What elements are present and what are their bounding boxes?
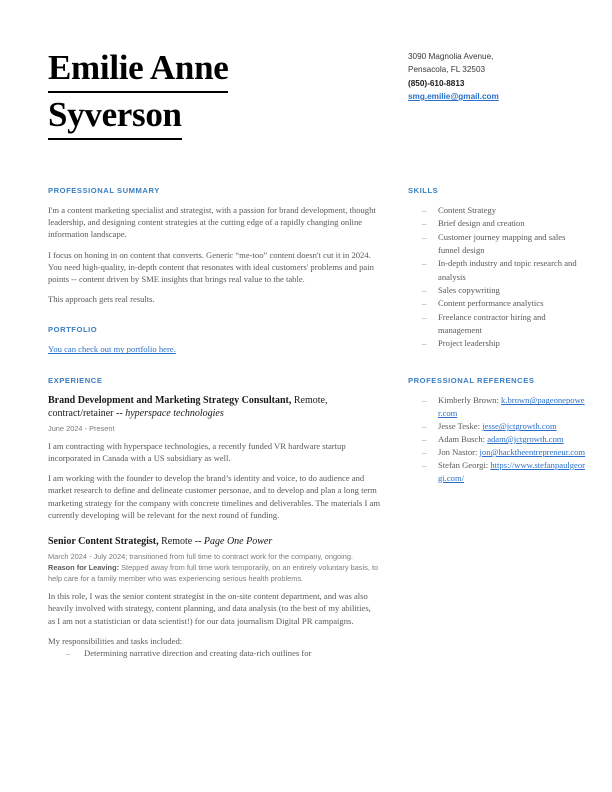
list-item — [408, 446, 588, 459]
experience-entry — [48, 394, 380, 521]
summary-paragraph: I focus on honing in on content that converts. Generic “me-too” content doesn't cut it in 2024. You need high-quality, in-depth content that resonates with ideal customers' problems and pain points -- content driven by SME insights that brings real value to the table. — [48, 249, 374, 285]
job-title-location: Remote -- — [158, 535, 204, 547]
dash-bullet-icon: – — [422, 205, 427, 215]
job-title — [48, 535, 380, 548]
list-item-label: Project leadership — [438, 338, 500, 349]
candidate-name-line-2: Syverson — [48, 93, 182, 140]
list-item — [408, 231, 588, 258]
dash-bullet-icon: – — [422, 231, 427, 242]
reason-for-leaving-text: Stepped away from full time work temporarily, on an entirely voluntary basis, to help care for a family member who was experiencing serious health problems. — [48, 563, 379, 584]
reference-contact-link[interactable]: https://www.stefanpaulgeorgi.com/ — [438, 459, 586, 483]
section-professional-references — [408, 376, 588, 484]
job-dates: June 2024 - Present — [48, 423, 115, 433]
job-title-company: Page One Power — [203, 535, 273, 547]
reference-name: Stefan Georgi: — [438, 459, 489, 470]
job-paragraph: I am contracting with hyperspace technologies, a recently funded VR hardware startup incorporated in Canada with a US subsidiary as well. — [48, 440, 346, 463]
list-item — [408, 257, 588, 284]
dash-bullet-icon: – — [422, 298, 427, 309]
list-item — [408, 217, 588, 230]
section-heading-experience: EXPERIENCE — [48, 375, 103, 385]
dash-bullet-icon: – — [422, 284, 427, 295]
job-title-role: Senior Content Strategist, — [48, 535, 159, 547]
reference-contact-link[interactable]: adam@jctgrowth.com — [487, 434, 564, 445]
section-heading-professional-references: PROFESSIONAL REFERENCES — [408, 376, 535, 386]
dash-bullet-icon: – — [422, 395, 427, 406]
list-item-label: Brief design and creation — [438, 218, 525, 229]
section-skills — [408, 186, 588, 350]
reference-name: Kimberly Brown: — [438, 395, 499, 406]
list-item — [408, 420, 588, 433]
list-item — [408, 433, 588, 446]
section-heading-skills: SKILLS — [408, 186, 439, 195]
candidate-name-line-1: Emilie Anne — [48, 46, 228, 93]
job-paragraph: My responsibilities and tasks included: — [48, 635, 183, 646]
section-professional-summary — [48, 186, 380, 305]
skills-list — [408, 204, 588, 350]
summary-paragraph: I'm a content marketing specialist and strategist, with a passion for brand development, thought leadership, and designing content strategies at the cutting edge of a rapidly changing online information landscape. — [48, 205, 376, 240]
contact-address-line-2: Pensacola, FL 32503 — [408, 65, 486, 75]
dash-bullet-icon: – — [422, 338, 427, 349]
section-heading-professional-summary: PROFESSIONAL SUMMARY — [48, 186, 160, 195]
dash-bullet-icon: – — [422, 218, 427, 229]
section-portfolio — [48, 325, 380, 355]
list-item — [408, 297, 588, 310]
left-column — [48, 186, 380, 660]
job-title-role: Brand Development and Marketing Strategy Consultant, — [48, 394, 292, 406]
portfolio-link[interactable]: You can check out my portfolio here. — [48, 344, 176, 355]
list-item-label: Sales copywriting — [438, 284, 500, 295]
job-paragraph: In this role, I was the senior content strategist in the on-site content department, and was also heavily involved with strategy, content planning, and data analysis (to the best of my abilities, as I am not a statistician or data scientist!) for our data journalism Digital PR campaigns. — [48, 591, 371, 626]
reason-for-leaving-label: Reason for Leaving: — [48, 563, 120, 573]
job-title-location: Remote, contract/retainer -- — [48, 394, 328, 419]
job-dates — [48, 551, 380, 584]
job-title — [48, 394, 380, 420]
job-responsibility-list — [48, 647, 380, 660]
list-item — [408, 394, 588, 420]
list-item-label: Content performance analytics — [438, 298, 544, 309]
contact-address-line-1: 3090 Magnolia Avenue, — [408, 52, 494, 61]
contact-email-link[interactable]: smg.emilie@gmail.com — [408, 91, 499, 101]
section-heading-portfolio: PORTFOLIO — [48, 325, 98, 335]
reference-name: Jon Nastor: — [438, 447, 478, 457]
summary-paragraph: This approach gets real results. — [48, 294, 155, 305]
list-item — [408, 459, 588, 485]
candidate-name — [48, 46, 378, 140]
list-item-label: Customer journey mapping and sales funnel design — [438, 231, 566, 255]
list-item — [48, 647, 380, 660]
right-column — [408, 186, 588, 485]
section-experience — [48, 376, 380, 661]
portfolio-paragraph — [48, 343, 380, 355]
list-item-label: Determining narrative direction and creating data-rich outlines for — [84, 648, 312, 659]
reference-contact-link[interactable]: jon@hacktheentrepreneur.com — [479, 447, 586, 457]
dash-bullet-icon: – — [422, 258, 427, 269]
list-item-label: In-depth industry and topic research and analysis — [438, 258, 577, 282]
dash-bullet-icon: – — [66, 648, 71, 659]
reference-name: Jesse Teske: — [438, 421, 480, 432]
list-item — [408, 284, 588, 297]
list-item-label: Freelance contractor hiring and management — [438, 311, 546, 335]
list-item — [408, 204, 588, 217]
dash-bullet-icon: – — [422, 459, 427, 470]
dash-bullet-icon: – — [422, 421, 427, 432]
list-item — [408, 337, 588, 350]
reference-contact-link[interactable]: jesse@jctgrowth.com — [482, 421, 557, 432]
reference-name: Adam Busch: — [438, 434, 486, 445]
contact-block — [408, 50, 598, 103]
dash-bullet-icon: – — [422, 447, 427, 457]
list-item — [408, 311, 588, 338]
job-dates-text: March 2024 - July 2024; transitioned from full time to contract work for the company, ongoing. — [48, 551, 354, 561]
dash-bullet-icon: – — [422, 434, 427, 445]
resume-header — [48, 46, 574, 156]
list-item-label: Content Strategy — [438, 205, 496, 215]
job-paragraph: I am working with the founder to develop the brand’s identity and voice, to do audience and market research to define and delineate customer personae, and to develop and plan a long term marketing strategy for the company with concrete timelines and deliverables. The materials I am currently developing will be relevant for the next round of funding. — [48, 473, 381, 520]
dash-bullet-icon: – — [422, 311, 427, 322]
job-title-company: hyperspace technologies — [125, 407, 224, 419]
reference-contact-link[interactable]: k.brown@pageonepower.com — [438, 395, 585, 419]
experience-entry — [48, 535, 380, 660]
references-list — [408, 394, 588, 484]
contact-phone: (850)-610-8813 — [408, 78, 465, 88]
